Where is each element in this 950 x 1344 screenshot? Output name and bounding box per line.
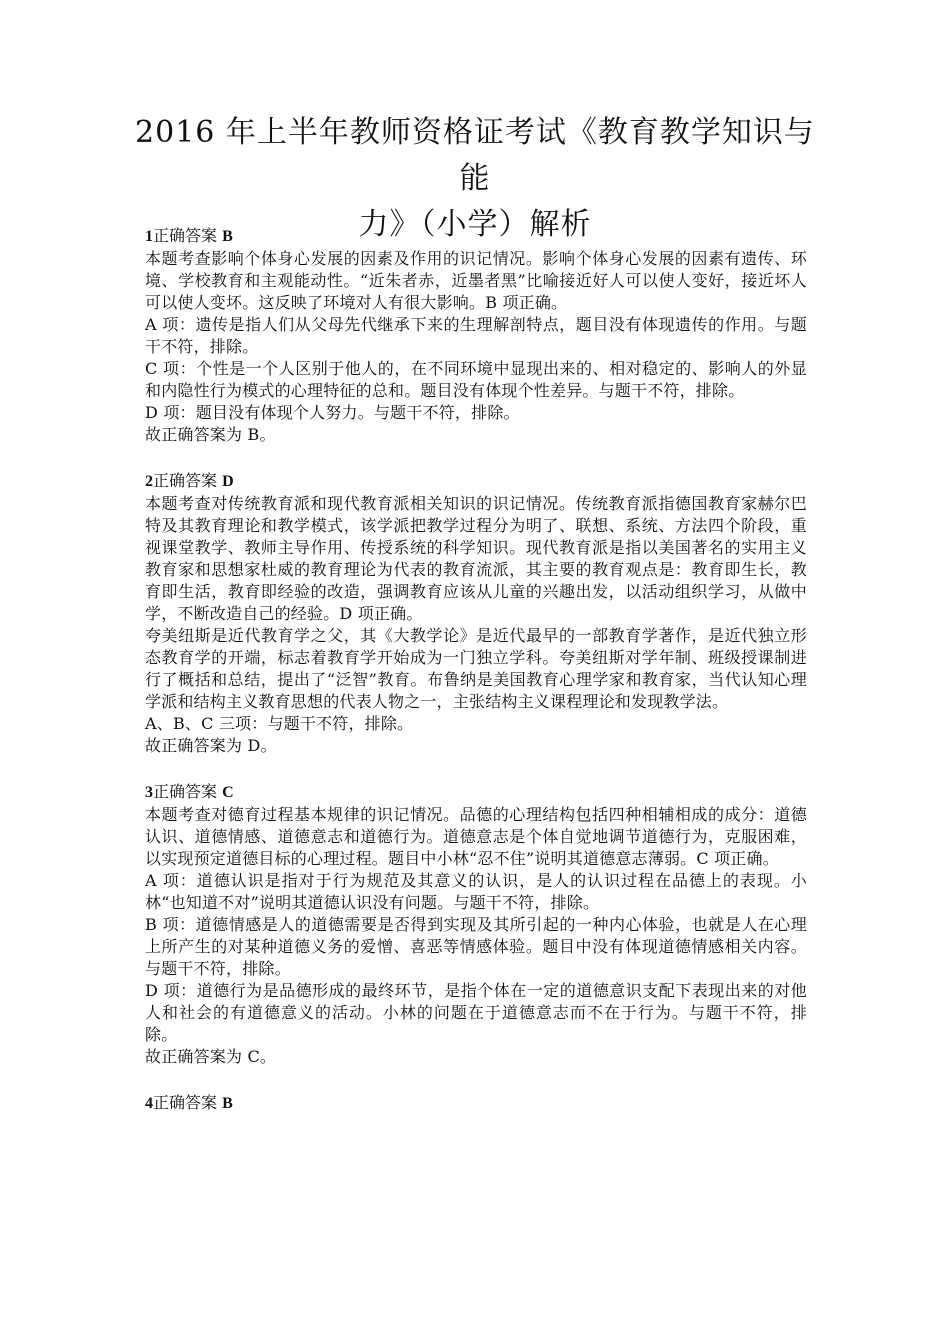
correct-answer: B [222,228,233,245]
answer-label: 正确答案 [153,1093,218,1112]
answer-heading [145,1092,807,1115]
explanation-paragraph: 本题考查对德育过程基本规律的识记情况。品德的心理结构包括四种相辅相成的成分：道德认识、道德情感、道德意志和道德行为。道德意志是个体自觉地调节道德行为，克服困难，以实现预定道德目标的心理过程。题目中小林“忍不住”说明其道德意志薄弱。C 项正确。 [145,805,807,868]
explanation-paragraph: A、B、C 三项：与题干不符，排除。 [145,714,414,733]
explanation-paragraph: 本题考查影响个体身心发展的因素及作用的识记情况。影响个体身心发展的因素有遗传、环境、学校教育和主观能动性。“近朱者赤，近墨者黑”比喻接近好人可以使人变好，接近坏人可以使人变坏。这反映了环境对人有很大影响。B 项正确。 [145,249,807,312]
question-number: 2 [145,473,153,490]
answer-section-2 [145,470,807,757]
answer-heading [145,225,807,248]
correct-answer: B [222,1095,233,1112]
answer-section-1 [145,225,807,446]
question-number: 3 [145,784,153,801]
explanation-paragraph: 本题考查对传统教育派和现代教育派相关知识的识记情况。传统教育派指德国教育家赫尔巴特及其教育理论和教学模式，该学派把教学过程分为明了、联想、系统、方法四个阶段，重视课堂教学、教师主导作用、传授系统的科学知识。现代教育派是指以美国著名的实用主义教育家和思想家杜威的教育理论为代表的教育流派，其主要的教育观点是：教育即生长，教育即生活，教育即经验的改造，强调教育应该从儿童的兴趣出发，以活动组织学习，从做中学，不断改造自己的经验。D 项正确。 [145,494,807,623]
title-line-2: 力》（小学）解析 [358,207,592,242]
title-line-1: 2016 年上半年教师资格证考试《教育教学知识与能 [135,115,815,196]
explanation-paragraph: B 项：道德情感是人的道德需要是否得到实现及其所引起的一种内心体验，也就是人在心理上所产生的对某种道德义务的爱憎、喜恶等情感体验。题目中没有体现道德情感相关内容。与题干不符，排除。 [145,915,807,978]
answer-label: 正确答案 [153,782,218,801]
answer-section-3 [145,781,807,1068]
conclusion-paragraph: 故正确答案为 B。 [145,425,276,444]
conclusion-paragraph: 故正确答案为 D。 [145,736,277,755]
answer-heading [145,781,807,804]
answer-section-4 [145,1092,807,1115]
question-number: 4 [145,1095,153,1112]
explanation-paragraph: 夸美纽斯是近代教育学之父，其《大教学论》是近代最早的一部教育学著作，是近代独立形态教育学的开端，标志着教育学开始成为一门独立学科。夸美纽斯对学年制、班级授课制进行了概括和总结，提出了“泛智”教育。布鲁纳是美国教育心理学家和教育家，当代认知心理学派和结构主义教育思想的代表人物之一，主张结构主义课程理论和发现教学法。 [145,626,807,711]
explanation-paragraph: A 项：道德认识是指对于行为规范及其意义的认识，是人的认识过程在品德上的表现。小林“也知道不对”说明其道德认识没有问题。与题干不符，排除。 [145,871,807,912]
explanation-paragraph: C 项：个性是一个人区别于他人的，在不同环境中显现出来的、相对稳定的、影响人的外显和内隐性行为模式的心理特征的总和。题目没有体现个性差异。与题干不符，排除。 [145,359,807,400]
correct-answer: D [222,473,234,490]
conclusion-paragraph: 故正确答案为 C。 [145,1047,277,1066]
answer-label: 正确答案 [153,226,218,245]
answer-heading [145,470,807,493]
correct-answer: C [222,784,234,801]
explanation-paragraph: D 项：题目没有体现个人努力。与题干不符，排除。 [145,403,520,422]
answer-label: 正确答案 [153,471,218,490]
question-number: 1 [145,228,153,245]
answer-content [145,225,807,1139]
explanation-paragraph: D 项：道德行为是品德形成的最终环节，是指个体在一定的道德意识支配下表现出来的对他人和社会的有道德意义的活动。小林的问题在于道德意志而不在于行为。与题干不符，排除。 [145,981,807,1044]
explanation-paragraph: A 项：遗传是指人们从父母先代继承下来的生理解剖特点，题目没有体现遗传的作用。与题干不符，排除。 [145,315,807,356]
